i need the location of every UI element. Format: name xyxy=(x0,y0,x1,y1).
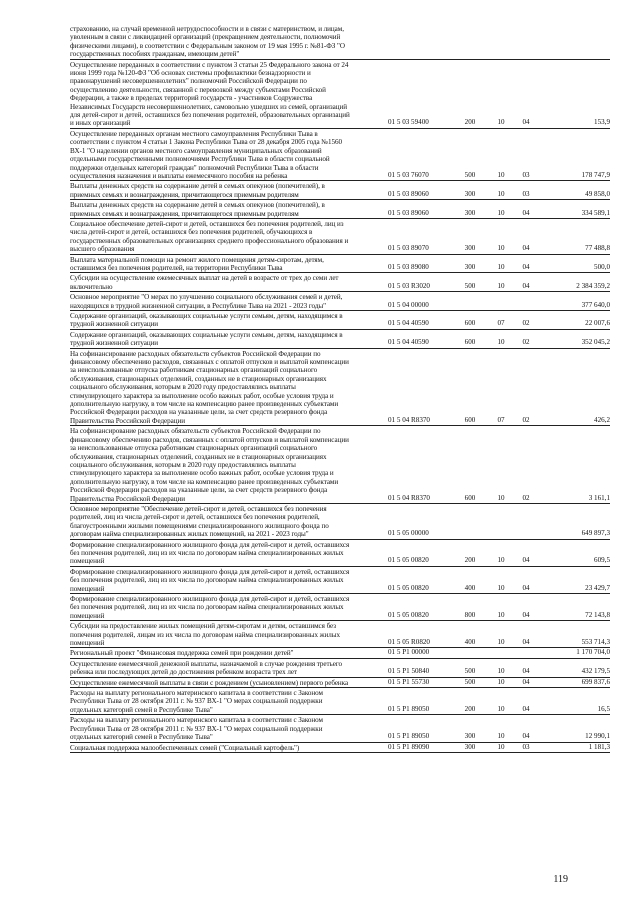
row-expense-type: 200 xyxy=(464,704,476,713)
row-target-article: 01 5 P1 00000 xyxy=(388,648,430,657)
row-expense-type: 300 xyxy=(464,244,476,253)
table-row xyxy=(70,255,610,274)
row-subsection: 03 xyxy=(522,189,530,198)
row-description: Региональный проект "Финансовая поддержка семей при рождении детей" xyxy=(70,649,294,658)
row-description: Основное мероприятие "О мерах по улучшению социального обслуживания семей и детей, находящихся в трудной жизненной ситуации, в Республике Тыва на 2021 - 2023 годы" xyxy=(70,293,343,310)
row-description: Осуществление переданных органам местного самоуправления Республики Тыва в соответствии с пунктом 4 статьи 1 Закона Республики Тыва от 28 декабря 2005 года №1560 ВХ-1 "О наделении органов местного самоуправления муниципальных образований отдельными государственными полномочиями Республики Тыва в области социальной поддержки отдельных категорий граждан" полномочий Республики Тыва в области осуществления назначения и выплаты ежемесячного пособия на ребенка xyxy=(70,129,342,180)
row-amount: 1 181,3 xyxy=(588,742,610,751)
table-row xyxy=(70,688,610,715)
row-subsection: 03 xyxy=(522,170,530,179)
row-subsection: 04 xyxy=(522,244,530,253)
row-subsection: 04 xyxy=(522,704,530,713)
row-amount: 432 179,5 xyxy=(581,667,610,676)
row-description: Формирование специализированного жилищного фонда для детей-сирот и детей, оставшихся без попечения родителей, лиц из их числа по договорам найма специализированных жилых помещений xyxy=(70,567,350,593)
row-expense-type: 600 xyxy=(464,493,476,502)
row-subsection: 04 xyxy=(522,556,530,565)
row-target-article: 01 5 P1 89090 xyxy=(388,742,430,751)
row-target-article: 01 5 03 59400 xyxy=(388,118,429,127)
row-amount: 334 589,1 xyxy=(581,208,610,217)
row-target-article: 01 5 04 R8370 xyxy=(388,415,430,424)
row-description: На софинансирование расходных обязательств субъектов Российской Федерации по финансовому обеспечению расходов, связанных с оплатой отпусков и выплатой компенсации за неиспользованные отпуска работникам стационарных организаций социального обслуживания, стационарных отделений, созданных не в стационарных организациях социального обслуживания, которым в 2020 году предоставлялись выплаты стимулирующего характера за выполнение особо важных работ, особые условия труда и дополнительную нагрузку, в том числе на компенсацию ранее произведенных субъектами Российской Федерации расходов на указанные цели, за счет средств резервного фонда Правительства Российской Федерации xyxy=(70,349,349,425)
table-row xyxy=(70,200,610,219)
row-expense-type: 500 xyxy=(464,281,476,290)
row-section: 10 xyxy=(497,704,505,713)
row-amount: 153,9 xyxy=(594,118,610,127)
row-description: Выплаты денежных средств на содержание детей в семьях опекунов (попечителей), в приемных семьях и вознаграждения, причитающегося приемным родителям xyxy=(70,201,325,218)
row-expense-type: 600 xyxy=(464,319,476,328)
row-section: 10 xyxy=(497,262,505,271)
row-amount: 22 007,6 xyxy=(585,319,610,328)
row-description: страхованию, на случай временной нетрудоспособности и в связи с материнством, и лицам, уволенным в связи с ликвидацией организаций (прекращением деятельности, полномочий физическими лицами), в соответствии с Федеральным законом от 19 мая 1995 г. №81-ФЗ "О государственных пособиях гражданам, имеющим детей" xyxy=(70,25,345,59)
row-section: 10 xyxy=(497,281,505,290)
row-expense-type: 300 xyxy=(464,262,476,271)
row-section: 10 xyxy=(497,493,505,502)
budget-table xyxy=(70,24,610,753)
row-target-article: 01 5 05 R0820 xyxy=(388,638,430,647)
row-description: Расходы на выплату регионального материнского капитала в соответствии с Законом Республики Тыва от 28 октября 2011 г. № 937 ВХ-1 "О мерах социальной поддержки отдельных категорий семей в Республике Тыва" xyxy=(70,716,323,742)
table-row xyxy=(70,743,610,753)
row-amount: 500,0 xyxy=(594,262,610,271)
page-number: 119 xyxy=(553,874,568,885)
row-target-article: 01 5 04 00000 xyxy=(388,300,429,309)
row-amount: 553 714,3 xyxy=(581,638,610,647)
row-expense-type: 300 xyxy=(464,189,476,198)
table-row xyxy=(70,330,610,349)
row-amount: 352 045,2 xyxy=(581,338,610,347)
row-description: Содержание организаций, оказывающих социальные услуги семьям, детям, находящимся в трудной жизненной ситуации xyxy=(70,330,343,348)
row-target-article: 01 5 P1 50840 xyxy=(388,667,430,676)
row-section: 10 xyxy=(497,583,505,592)
table-row xyxy=(70,349,610,427)
row-target-article: 01 5 04 40590 xyxy=(388,338,429,347)
row-expense-type: 600 xyxy=(464,338,476,347)
row-section: 10 xyxy=(497,118,505,127)
row-description: Выплата материальной помощи на ремонт жилого помещения детям-сиротам, детям, оставшимся без попечения родителей, на территории Республики Тыва xyxy=(70,255,324,272)
row-target-article: 01 5 03 89080 xyxy=(388,262,429,271)
row-description: Осуществление ежемесячной денежной выплаты, назначаемой в случае рождения третьего ребенка или последующих детей до достижения ребенком возраста трех лет xyxy=(70,659,343,677)
row-amount: 649 897,3 xyxy=(581,529,610,538)
row-amount: 12 990,1 xyxy=(585,732,610,741)
row-target-article: 01 5 05 00820 xyxy=(388,583,429,592)
row-section: 10 xyxy=(497,556,505,565)
row-target-article: 01 5 04 R8370 xyxy=(388,493,430,502)
row-amount: 2 384 359,2 xyxy=(576,281,610,290)
row-description: Субсидии на предоставление жилых помещений детям-сиротам и детям, оставшимся без попечения родителей, лицам из их числа по договорам найма специализированных жилых помещений xyxy=(70,622,340,648)
row-amount: 72 143,8 xyxy=(585,610,610,619)
row-target-article: 01 5 05 00820 xyxy=(388,556,429,565)
row-expense-type: 400 xyxy=(464,638,476,647)
table-row xyxy=(70,426,610,504)
row-target-article: 01 5 05 00820 xyxy=(388,610,429,619)
row-subsection: 04 xyxy=(522,262,530,271)
row-amount: 178 747,9 xyxy=(581,170,610,179)
row-expense-type: 200 xyxy=(464,118,476,127)
row-expense-type: 200 xyxy=(464,556,476,565)
table-row xyxy=(70,181,610,200)
row-expense-type: 500 xyxy=(464,170,476,179)
table-row xyxy=(70,311,610,330)
row-target-article: 01 5 P1 55730 xyxy=(388,677,430,686)
row-section: 10 xyxy=(497,189,505,198)
row-subsection: 04 xyxy=(522,583,530,592)
row-subsection: 04 xyxy=(522,732,530,741)
row-expense-type: 600 xyxy=(464,415,476,424)
row-amount: 699 837,6 xyxy=(581,677,610,686)
table-row xyxy=(70,292,610,311)
row-expense-type: 300 xyxy=(464,732,476,741)
row-subsection: 02 xyxy=(522,415,530,424)
row-section: 07 xyxy=(497,415,505,424)
row-description: Расходы на выплату регионального материнского капитала в соответствии с Законом Республики Тыва от 28 октября 2011 г. № 937 ВХ-1 "О мерах социальной поддержки отдельных категорий семей в Республике Тыва" xyxy=(70,689,323,714)
row-amount: 426,2 xyxy=(594,415,610,424)
table-row xyxy=(70,219,610,255)
table-row xyxy=(70,621,610,648)
row-expense-type: 300 xyxy=(464,208,476,217)
row-section: 10 xyxy=(497,742,505,751)
row-subsection: 02 xyxy=(522,338,530,347)
row-subsection: 04 xyxy=(522,118,530,127)
row-subsection: 02 xyxy=(522,493,530,502)
table-row xyxy=(70,24,610,60)
row-section: 10 xyxy=(497,732,505,741)
row-description: Формирование специализированного жилищного фонда для детей-сирот и детей, оставшихся без попечения родителей, лиц из их числа по договорам найма специализированных жилых помещений xyxy=(70,595,350,620)
row-subsection: 04 xyxy=(522,677,530,686)
table-row xyxy=(70,594,610,621)
table-row xyxy=(70,504,610,540)
row-section: 10 xyxy=(497,638,505,647)
row-subsection: 04 xyxy=(522,638,530,647)
row-expense-type: 300 xyxy=(464,742,476,751)
row-amount: 609,5 xyxy=(594,556,610,565)
row-target-article: 01 5 P1 89050 xyxy=(388,732,430,741)
row-expense-type: 400 xyxy=(464,583,476,592)
row-description: Формирование специализированного жилищного фонда для детей-сирот и детей, оставшихся без попечения родителей, лиц из их числа по договорам найма специализированных жилых помещений xyxy=(70,540,350,566)
row-amount: 3 161,1 xyxy=(588,493,610,502)
row-section: 10 xyxy=(497,677,505,686)
row-subsection: 02 xyxy=(522,319,530,328)
row-subsection: 04 xyxy=(522,281,530,290)
row-description: Субсидии на осуществление ежемесячных выплат на детей в возрасте от трех до семи лет включительно xyxy=(70,274,339,291)
row-description: Выплаты денежных средств на содержание детей в семьях опекунов (попечителей), в приемных семьях и вознаграждения, причитающегося приемным родителям xyxy=(70,182,325,199)
row-target-article: 01 5 05 00000 xyxy=(388,529,429,538)
table-row xyxy=(70,567,610,594)
row-target-article: 01 5 P1 89050 xyxy=(388,704,430,713)
table-row xyxy=(70,60,610,129)
row-amount: 377 640,0 xyxy=(581,300,610,309)
row-section: 10 xyxy=(497,244,505,253)
row-amount: 77 488,8 xyxy=(585,244,610,253)
row-target-article: 01 5 03 R3020 xyxy=(388,281,430,290)
row-subsection: 04 xyxy=(522,610,530,619)
row-description: Осуществление ежемесячной выплаты в связи с рождением (усыновлением) первого ребенка xyxy=(70,678,349,687)
row-expense-type: 500 xyxy=(464,667,476,676)
row-section: 07 xyxy=(497,319,505,328)
row-amount: 49 858,0 xyxy=(585,189,610,198)
table-row xyxy=(70,540,610,567)
row-expense-type: 500 xyxy=(464,677,476,686)
row-description: Основное мероприятие "Обеспечение детей-сирот и детей, оставшихся без попечения родителей, лиц из числа детей-сирот и детей, оставшихся без попечения родителей, благоустроенными жилыми помещениями специализированного жилищного фонда по договорам найма специализированных жилых помещений, на 2021 - 2023 годы" xyxy=(70,504,329,539)
row-expense-type: 800 xyxy=(464,610,476,619)
row-target-article: 01 5 03 89060 xyxy=(388,208,429,217)
row-section: 10 xyxy=(497,610,505,619)
row-description: Социальное обеспечение детей-сирот и детей, оставшихся без попечения родителей, лиц из числа детей-сирот и детей, оставшихся без попечения родителей, обучающихся в государственных образовательных организациях среднего профессионального образования и высшего образования xyxy=(70,219,349,254)
table-row xyxy=(70,648,610,658)
row-target-article: 01 5 03 89060 xyxy=(388,189,429,198)
row-description: Социальная поддержка малообеспеченных семей ("Социальный картофель") xyxy=(70,743,300,752)
row-target-article: 01 5 04 40590 xyxy=(388,319,429,328)
row-amount: 1 170 704,0 xyxy=(576,648,610,657)
row-description: Содержание организаций, оказывающих социальные услуги семьям, детям, находящимся в трудной жизненной ситуации xyxy=(70,312,343,329)
row-section: 10 xyxy=(497,208,505,217)
row-section: 10 xyxy=(497,170,505,179)
table-row xyxy=(70,129,610,181)
table-row xyxy=(70,715,610,742)
row-description: На софинансирование расходных обязательств субъектов Российской Федерации по финансовому обеспечению расходов, связанных с оплатой отпусков и выплатой компенсации за неиспользованные отпуска работникам стационарных организаций социального обслуживания, стационарных отделений, созданных не в стационарных организациях социального обслуживания, которым в 2020 году предоставлялись выплаты стимулирующего характера за выполнение особо важных работ, особые условия труда и дополнительную нагрузку, в том числе на компенсацию ранее произведенных субъектами Российской Федерации расходов на указанные цели, за счет средств резервного фонда Правительства Российской Федерации xyxy=(70,427,349,503)
table-row xyxy=(70,659,610,678)
row-subsection: 04 xyxy=(522,667,530,676)
row-subsection: 03 xyxy=(522,742,530,751)
row-subsection: 04 xyxy=(522,208,530,217)
row-target-article: 01 5 03 76070 xyxy=(388,170,429,179)
row-amount: 23 429,7 xyxy=(585,583,610,592)
row-description: Осуществление переданных в соответствии с пунктом 3 статьи 25 Федерального закона от 24 июня 1999 года №120-ФЗ "Об основах системы профилактики безнадзорности и правонарушений несовершеннолетних" полномочий Российской Федерации по осуществлению деятельности, связанной с перевозкой между субъектами Российской Федерации, а также в пределах территорий государств - участников Содружества Независимых Государств несовершеннолетних, самовольно ушедших из семей, организаций для детей-сирот и детей, оставшихся без попечения родителей, образовательных организаций и иных организаций xyxy=(70,60,350,128)
row-section: 10 xyxy=(497,338,505,347)
table-row xyxy=(70,273,610,292)
row-section: 10 xyxy=(497,667,505,676)
row-target-article: 01 5 03 89070 xyxy=(388,244,429,253)
table-row xyxy=(70,678,610,688)
row-amount: 16,5 xyxy=(597,704,610,713)
